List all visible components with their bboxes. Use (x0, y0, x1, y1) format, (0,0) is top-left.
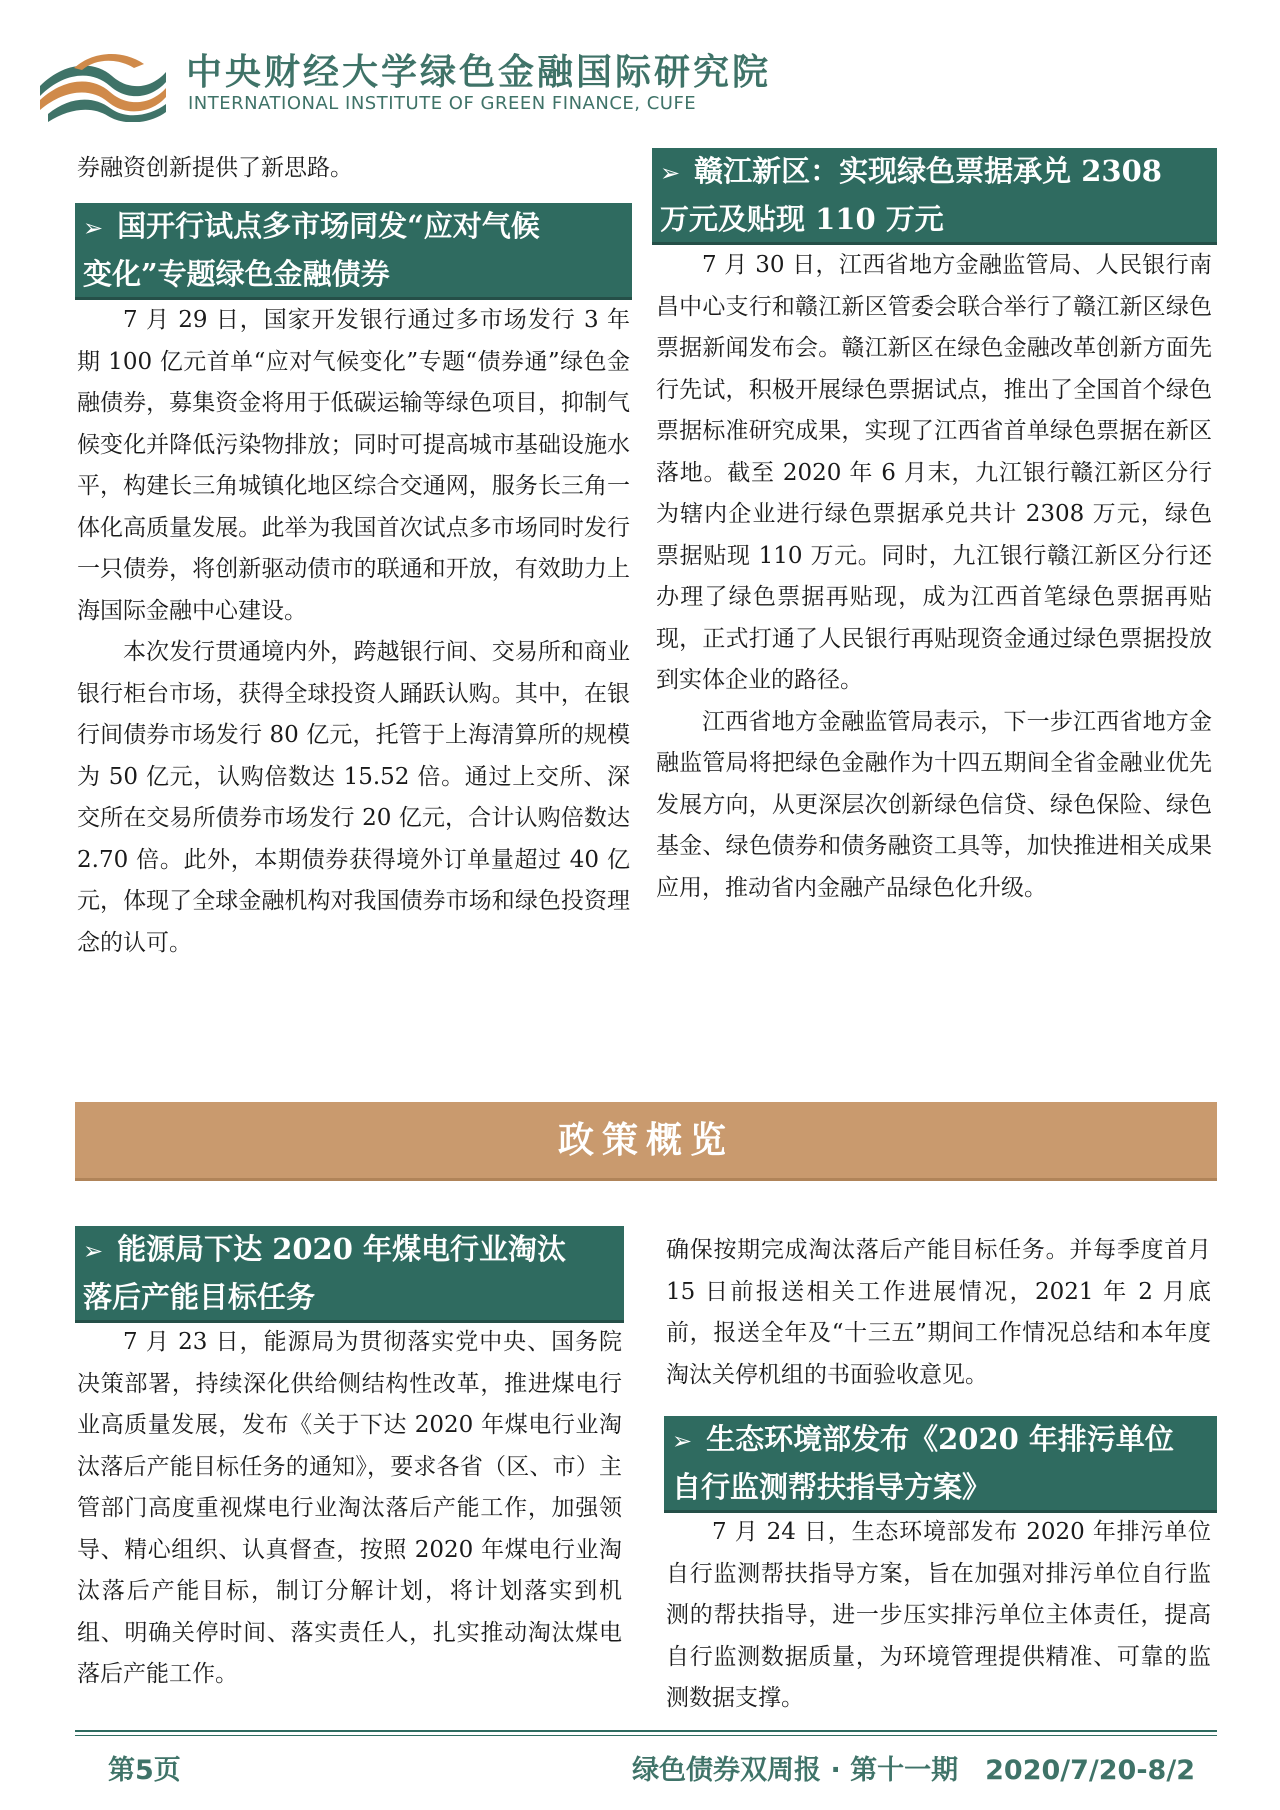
paragraph: 7 月 23 日，能源局为贯彻落实党中央、国务院决策部署，持续深化供给侧结构性改革，推进煤电行业高质量发展，发布《关于下达 2020 年煤电行业淘汰落后产能目标任务的通知》，要求各省（区、市）主管部门高度重视煤电行业淘汰落后产能工作，加强领导、精心组织、认真督查，按照 2020 年煤电行业淘汰落后产能目标，制订分解计划，将计划落实到机组、明确关停时间、落实责任人，扎实推动淘汰煤电落后产能工作。 (77, 1329, 622, 1687)
footer-divider-thin (75, 1735, 1217, 1736)
heading-line-1: 赣江新区：实现绿色票据承兑 2308 (694, 154, 1162, 188)
heading-line-1: 生态环境部发布《2020 年排污单位 (706, 1422, 1174, 1456)
arrow-bullet-icon: ➢ (83, 1237, 104, 1265)
arrow-bullet-icon: ➢ (672, 1427, 693, 1455)
left-bottom-body (77, 1322, 622, 1696)
footer-divider (75, 1730, 1217, 1732)
heading-line-1: 能源局下达 2020 年煤电行业淘汰 (117, 1232, 567, 1266)
right-bottom-carry (666, 1230, 1211, 1396)
right-bottom-body (666, 1512, 1211, 1720)
paragraph: 7 月 30 日，江西省地方金融监管局、人民银行南昌中心支行和赣江新区管委会联合举行了赣江新区绿色票据新闻发布会。赣江新区在绿色金融改革创新方面先行先试，积极开展绿色票据试点，推出了全国首个绿色票据标准研究成果，实现了江西省首单绿色票据在新区落地。截至 2020 年 6 月末，九江银行赣江新区分行为辖内企业进行绿色票据承兑共计 2308 万元，绿色票据贴现 110 万元。同时，九江银行赣江新区分行还办理了绿色票据再贴现，成为江西首笔绿色票据再贴现，正式打通了人民银行再贴现资金通过绿色票据投放到实体企业的路径。 (656, 252, 1212, 693)
paragraph: 江西省地方金融监管局表示，下一步江西省地方金融监管局将把绿色金融作为十四五期间全省金融业优先发展方向，从更深层次创新绿色信贷、绿色保险、绿色基金、绿色债券和债务融资工具等，加快推进相关成果应用，推动省内金融产品绿色化升级。 (656, 708, 1212, 901)
institute-name-en: INTERNATIONAL INSTITUTE OF GREEN FINANCE, CUFE (188, 93, 697, 114)
section-heading-cdb-bond (75, 203, 632, 300)
heading-line-2: 变化”专题绿色金融债券 (83, 257, 390, 291)
heading-line-2: 万元及贴现 110 万元 (660, 202, 944, 236)
paragraph: 本次发行贯通境内外，跨越银行间、交易所和商业银行柜台市场，获得全球投资人踊跃认购。其中，在银行间债券市场发行 80 亿元，托管于上海清算所的规模为 50 亿元，认购倍数达 15.52 倍。通过上交所、深交所在交易所债券市场发行 20 亿元，合计认购倍数达 2.70 倍。此外，本期债券获得境外订单量超过 40 亿元，体现了全球金融机构对我国债券市场和绿色投资理念的认可。 (77, 639, 630, 956)
paragraph: 7 月 24 日，生态环境部发布 2020 年排污单位自行监测帮扶指导方案，旨在加强对排污单位自行监测的帮扶指导，进一步压实排污单位主体责任，提高自行监测数据质量，为环境管理提供精准、可靠的监测数据支撑。 (666, 1519, 1211, 1711)
right-top-body (656, 245, 1212, 909)
heading-line-2: 落后产能目标任务 (83, 1280, 316, 1314)
institute-name-cn: 中央财经大学绿色金融国际研究院 (186, 52, 772, 93)
left-top-column (77, 148, 630, 190)
arrow-bullet-icon: ➢ (83, 214, 104, 242)
paragraph: 7 月 29 日，国家开发银行通过多市场发行 3 年期 100 亿元首单“应对气候变化”专题“债券通”绿色金融债券，募集资金将用于低碳运输等绿色项目，抑制气候变化并降低污染物排放；同时可提高城市基础设施水平，构建长三角城镇化地区综合交通网，服务长三角一体化高质量发展。此举为我国首次试点多市场同时发行一只债券，将创新驱动债市的联通和开放，有效助力上海国际金融中心建设。 (77, 307, 630, 624)
section-heading-energy-bureau (75, 1226, 624, 1323)
carry-over-text: 券融资创新提供了新思路。 (77, 155, 353, 181)
left-top-body (77, 300, 630, 964)
policy-overview-banner: 政策概览 (75, 1102, 1217, 1181)
page-number: 第5页 (108, 1755, 181, 1786)
section-heading-mee (664, 1416, 1217, 1513)
heading-line-2: 自行监测帮扶指导方案》 (672, 1470, 992, 1504)
publication-issue: 绿色债券双周报 · 第十一期 2020/7/20-8/2 (632, 1755, 1195, 1786)
iigf-wave-logo-icon (34, 42, 172, 122)
carry-over-text: 确保按期完成淘汰落后产能目标任务。并每季度首月 15 日前报送相关工作进展情况，2021 年 2 月底前，报送全年及“十三五”期间工作情况总结和本年度淘汰关停机组的书面验收意见。 (666, 1237, 1211, 1388)
arrow-bullet-icon: ➢ (660, 159, 681, 187)
heading-line-1: 国开行试点多市场同发“应对气候 (117, 209, 540, 243)
section-heading-ganjiang (652, 148, 1217, 245)
